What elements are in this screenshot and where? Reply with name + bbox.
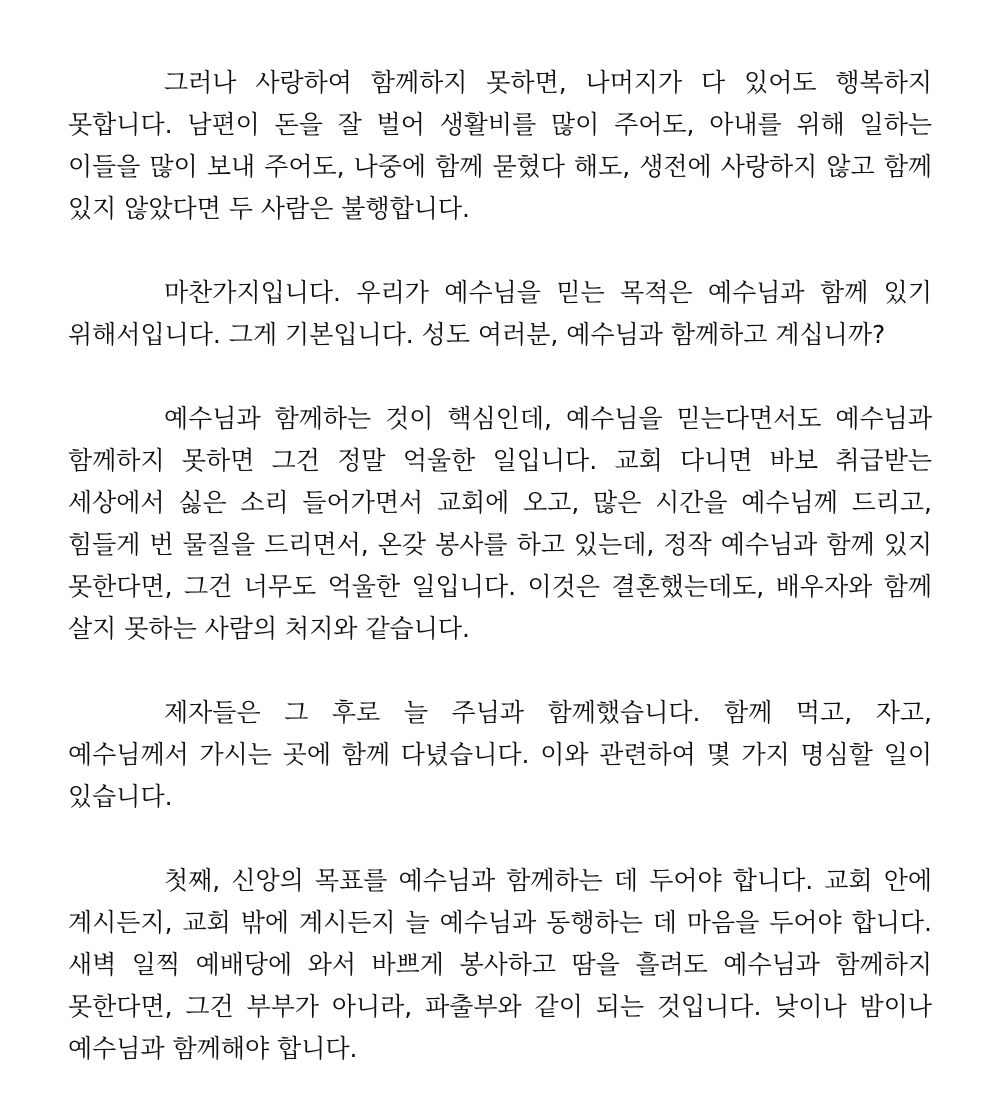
paragraph-2: 마찬가지입니다. 우리가 예수님을 믿는 목적은 예수님과 함께 있기 위해서입니다. 그게 기본입니다. 성도 여러분, 예수님과 함께하고 계십니까?	[68, 278, 932, 349]
paragraph-3: 예수님과 함께하는 것이 핵심인데, 예수님을 믿는다면서도 예수님과 함께하지 못하면 그건 정말 억울한 일입니다. 교회 다니면 바보 취급받는 세상에서 싫은 소리 들어가면서 교회에 오고, 많은 시간을 예수님께 드리고, 힘들게 번 물질을 드리면서, 온갖 봉사를 하고 있는데, 정작 예수님과 함께 있지 못한다면, 그건 너무도 억울한 일입니다. 이것은 결혼했는데도, 배우자와 함께 살지 못하는 사람의 처지와 같습니다.	[68, 404, 932, 643]
paragraph-5: 첫째, 신앙의 목표를 예수님과 함께하는 데 두어야 합니다. 교회 안에 계시든지, 교회 밖에 계시든지 늘 예수님과 동행하는 데 마음을 두어야 합니다. 새벽 일찍 예배당에 와서 바쁘게 봉사하고 땀을 흘려도 예수님과 함께하지 못한다면, 그건 부부가 아니라, 파출부와 같이 되는 것입니다. 낮이나 밤이나 예수님과 함께해야 합니다.	[68, 866, 932, 1063]
paragraph-4: 제자들은 그 후로 늘 주님과 함께했습니다. 함께 먹고, 자고, 예수님께서 가시는 곳에 함께 다녔습니다. 이와 관련하여 몇 가지 명심할 일이 있습니다.	[68, 698, 932, 811]
paragraph-1: 그러나 사랑하여 함께하지 못하면, 나머지가 다 있어도 행복하지 못합니다. 남편이 돈을 잘 벌어 생활비를 많이 주어도, 아내를 위해 일하는 이들을 많이 보내 주어도, 나중에 함께 묻혔다 해도, 생전에 사랑하지 않고 함께 있지 않았다면 두 사람은 불행합니다.	[68, 68, 932, 223]
